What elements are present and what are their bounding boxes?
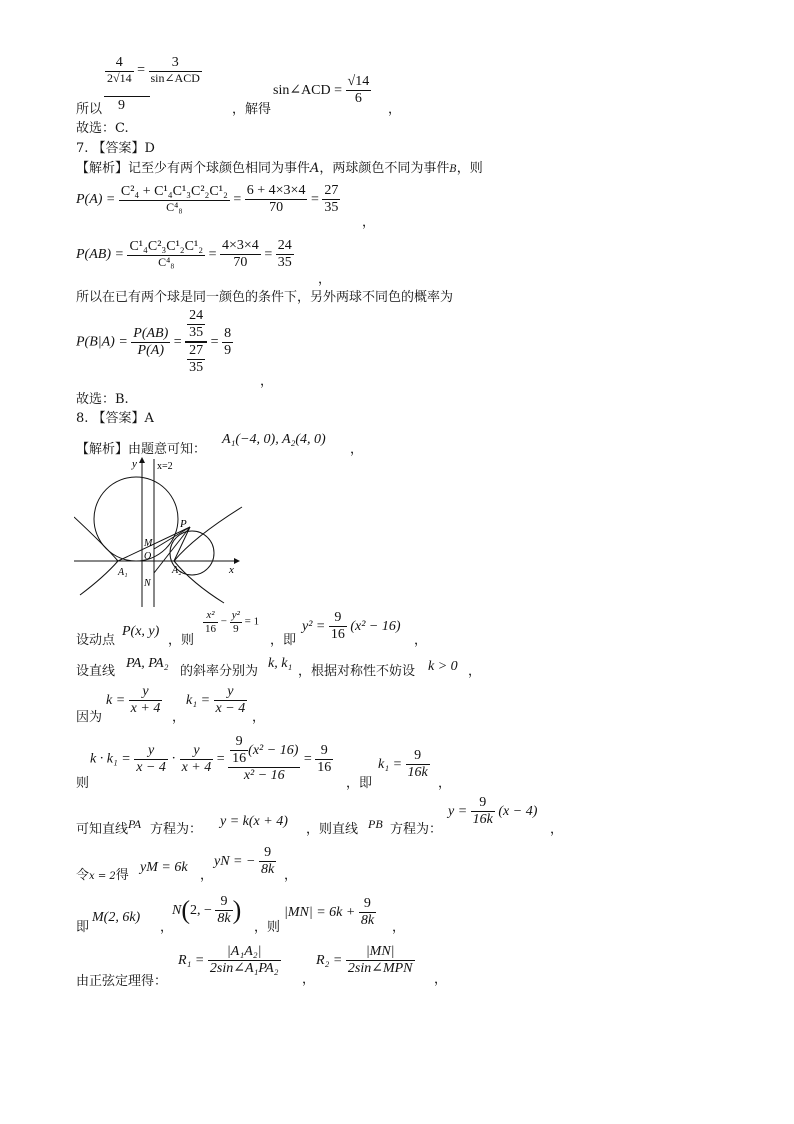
text-set-point: 设动点 — [76, 633, 116, 648]
text-ze2: 则 — [76, 776, 90, 791]
k-positive: k > 0 — [428, 659, 458, 674]
comma: ， — [302, 972, 316, 987]
outer-fraction-bar — [104, 96, 150, 97]
hyperbola-equation: $\frac{\text{x²}}{16}$ − $\frac{\text{y²}}{9}$ = 1 — [205, 609, 260, 635]
label-p: P — [180, 518, 187, 530]
k1-definition: k₁ = $\frac{y}{x - 4}$ — [186, 684, 246, 717]
acd-result: sin∠ACD = $\frac{√14}{6}$ — [273, 74, 370, 107]
lines-pa-pa2: PA, PA₂ — [126, 656, 169, 671]
pab-equation: P(AB) = $\frac{\text{C¹₄C²₃C¹₂C¹₂}}{\text{C⁴₈}}$ = $\frac{4\times 3\times 4}{70}$ = $\frac{24}{35}$ — [76, 238, 292, 271]
q8-header: 8. 【答案】A — [76, 411, 154, 426]
r2-equation: R₂ = $\frac{|MN|}{\text{2sin∠MPN}}$ — [316, 944, 413, 977]
answer-choice-c: 故选：C. — [76, 121, 129, 136]
text-line-pa-b: 方程为： — [150, 822, 203, 837]
outer-fraction-denominator: 9 — [118, 98, 125, 113]
x-axis-arrow — [234, 558, 240, 564]
text-ze: ，则 — [168, 633, 195, 648]
label-a1: A₁ — [118, 567, 128, 578]
q8-analysis: 【解析】由题意可知： — [76, 442, 207, 457]
pa-equation: P(A) = $\frac{\text{C²₄ + C¹₄C¹₃C²₂C¹₂}}{\text{C⁴₈}}$ = $\frac{6 + 4\times 3\times 4}{70}$ = $\frac{27}{35}$ — [76, 183, 339, 216]
comma: ， — [350, 442, 364, 457]
point-p: P(x, y) — [122, 624, 160, 639]
comma: ， — [252, 710, 266, 725]
pba-equation: P(B|A) = $\frac{P(AB)}{P(A)}$ = $\frac{\frac{24}{35}}{\frac{27}{35}}$ = $\frac{8}{9}$ — [76, 308, 232, 376]
text-ji2: ，即 — [346, 776, 373, 791]
fraction-denominator: sin∠ACD — [150, 71, 200, 86]
point-n: N(2, − $\frac{9}{8k}$ ) — [172, 894, 242, 927]
text-set-lines: 设直线 — [76, 664, 116, 679]
comma: ， — [414, 633, 428, 648]
y-axis-arrow — [139, 457, 145, 463]
comma: ， — [172, 710, 186, 725]
q7-header: 7. 【答案】D — [76, 141, 155, 156]
fraction-numerator: 3 — [149, 55, 202, 72]
text-ji: ，即 — [270, 633, 297, 648]
line-pa-name: PA — [128, 817, 142, 831]
text-suoyi: 所以 — [76, 102, 103, 117]
label-a2: A₂ — [172, 565, 182, 576]
comma: ， — [362, 215, 376, 230]
comma: ， — [434, 972, 448, 987]
text-jiede: ，解得 — [232, 102, 272, 117]
text-set-lines-c: ，根据对称性不妨设 — [298, 664, 416, 679]
text-ling: 令x = 2得 — [76, 868, 129, 883]
label-m: M — [144, 538, 153, 549]
y-squared-equation: y² = $\frac{9}{16}$ (x² − 16) — [302, 610, 401, 643]
label-x2: x=2 — [157, 461, 173, 472]
label-x: x — [229, 564, 234, 576]
text-set-lines-b: 的斜率分别为 — [180, 664, 259, 679]
comma: ， — [550, 822, 564, 837]
text-line-pa: 可知直线 — [76, 822, 129, 837]
k1-result: k₁ = $\frac{9}{16k}$ — [378, 748, 428, 781]
hyperbola-left-branch — [74, 517, 118, 595]
comma: ， — [318, 272, 332, 287]
q7-analysis: 【解析】记至少有两个球颜色相同为事件A，两球颜色不同为事件B，则 — [76, 161, 483, 176]
label-n: N — [144, 578, 151, 589]
line-pa-equation: y = k(x + 4) — [220, 814, 288, 829]
q7-condition: 所以在已有两个球是同一颜色的条件下，另外两球不同色的概率为 — [76, 290, 454, 305]
text-line-pb: ，则直线 — [306, 822, 359, 837]
k-times-k1-equation: k · k₁ = $\frac{y}{x - 4}$ · $\frac{y}{x + 4}$ = $\frac{9}{16}$ (x² − 16) x² − 16 = $\frac{9}{16}$ — [90, 734, 332, 784]
hyperbola-figure — [74, 455, 244, 607]
label-o: O — [144, 551, 152, 562]
comma: ， — [160, 920, 174, 935]
comma: ， — [200, 868, 214, 883]
line-pb-name: PB — [368, 817, 383, 831]
comma: ， — [392, 920, 406, 935]
comma: ， — [438, 776, 452, 791]
answer-choice-b: 故选：B. — [76, 392, 129, 407]
line-pb-equation: y = $\frac{9}{16k}$ (x − 4) — [448, 795, 538, 828]
ym-value: yM = 6k — [140, 860, 188, 875]
fraction-numerator: 4 — [105, 55, 134, 72]
slopes-k-k1: k, k₁ — [268, 656, 293, 671]
foci-coordinates: A₁(−4, 0), A₂(4, 0) — [222, 432, 326, 447]
text-ze3: ，则 — [254, 920, 281, 935]
k-definition: k = $\frac{y}{x + 4}$ — [106, 684, 161, 717]
text-ji3: 即 — [76, 920, 90, 935]
comma: ， — [388, 102, 402, 117]
mn-length: |MN| = 6k + $\frac{9}{8k}$ — [284, 896, 375, 929]
law-of-sines-equation: $\frac{4}{2√14}$ = $\frac{3}{\text{sin∠ACD}}$ — [107, 55, 200, 86]
label-y: y — [132, 458, 137, 470]
text-line-pb-b: 方程为： — [390, 822, 443, 837]
comma: ， — [284, 868, 298, 883]
r1-equation: R₁ = $\frac{\text{|A₁A₂|}}{\text{2sin∠A₁PA₂}}$ — [178, 944, 279, 977]
text-yinwei: 因为 — [76, 710, 103, 725]
fraction-denominator: 2√14 — [107, 71, 132, 86]
text-sine-law: 由正弦定理得： — [76, 974, 168, 989]
comma: ， — [260, 374, 274, 389]
point-m: M(2, 6k) — [92, 910, 141, 925]
yn-value: yN = − $\frac{9}{8k}$ — [214, 845, 275, 878]
comma: ， — [468, 664, 482, 679]
